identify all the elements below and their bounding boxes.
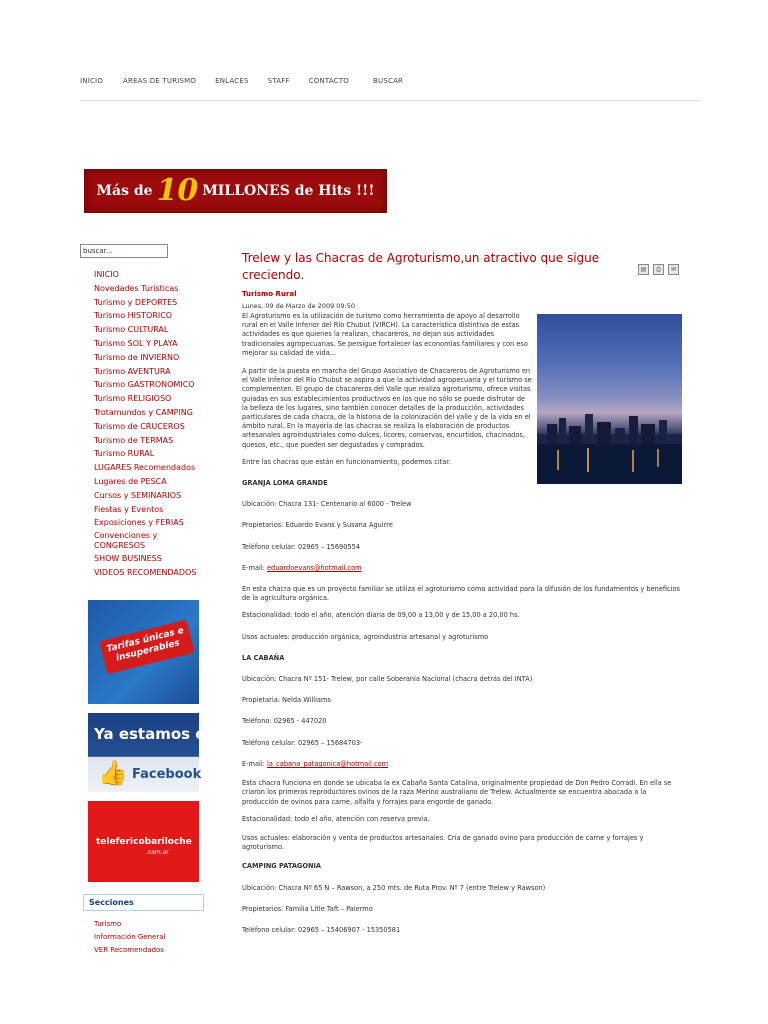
sidebar-item-show-business[interactable]: SHOW BUSINESS (94, 554, 162, 564)
granja-email-line (242, 564, 682, 573)
ad-facebook[interactable] (88, 713, 217, 792)
article-paragraph-intro: El Agroturismo es la utilización de turismo como herramienta de apoyo al desarrollo rural en el Valle Inferior del Río Chubut (VIRCH). La característica distintiva de estas actividades es que quienes la realizan, chacareros, no dejan sus actividades tradicionales agropecuarias. Se persigue fortalecer las economías familiares y con eso mejorar su calidad de vida... (242, 312, 528, 357)
cabana-telefono: Teléfono: 02965 - 447020 (242, 717, 327, 726)
camping-title: CAMPING PATAGONIA (242, 862, 322, 871)
top-navigation (80, 77, 403, 85)
sidebar-item-novedades[interactable]: Novedades Turísticas (94, 283, 179, 293)
banner-pre: Más de (96, 183, 153, 199)
sidebar-item-congresos[interactable]: Convenciones y CONGRESOS (94, 531, 158, 550)
camping-telefono: Teléfono celular: 02965 – 15406907 - 15350581 (242, 925, 401, 934)
banner-number: 10 (156, 173, 199, 208)
email-icon[interactable]: ✉ (668, 264, 679, 275)
search-input[interactable] (80, 244, 168, 258)
sidebar-menu (94, 268, 214, 580)
granja-propietarios: Propietarios: Eduardo Evans y Susana Aguirre (242, 521, 393, 530)
article-paragraph-grupo: A partir de la puesta en marcha del Grupo Asociativo de Chacareros de Agroturismo en el Valle Inferior del Río Chubut se aspira a que la actividad agropecuaria y el turismo se complementen. El grupo de chacareros del Valle que realiza agroturismo, ofrece visitas guiadas en sus establecimientos productivos en los que no sólo se puede disfrutar de la belleza de los lugares, sino también conocer detalles de la producción, actividades particulares de cada chacra, de la historia de la colonización del valle y de la vida en el ámbito rural. En la mayoría de las chacras se realiza la elaboración de productos artesanales agroindustriales como dulces, licores, conservas, encurtidos, chacinados, quesos, etc., que pueden ser degustados y comprados. (242, 367, 532, 449)
nav-staff[interactable]: STAFF (267, 77, 290, 85)
article-actions (638, 264, 679, 275)
cabana-usos: Usos actuales: elaboración y venta de productos artesanales. Cría de ganado ovino para producción de carne y forrajes y agroturismo. (242, 833, 644, 852)
sidebar-item-cruceros[interactable]: Turismo de CRUCEROS (94, 421, 185, 431)
article-title[interactable]: Trelew y las Chacras de Agroturismo,un atractivo que sigue creciendo. (242, 251, 600, 282)
seccion-turismo[interactable]: Turismo (94, 920, 122, 928)
sidebar-item-camping[interactable]: Trotamundos y CAMPING (94, 407, 193, 417)
cabana-ubicacion: Ubicación: Chacra Nº 151- Trelew, por calle Soberanía Nacional (chacra detrás del INTA) (242, 675, 533, 684)
sidebar-item-inicio[interactable]: INICIO (94, 270, 119, 279)
seccion-informacion-general[interactable]: Información General (94, 933, 166, 941)
nav-contacto[interactable]: CONTACTO (308, 77, 350, 85)
hits-banner[interactable] (84, 169, 387, 213)
sidebar-item-cursos[interactable]: Cursos y SEMINARIOS (94, 490, 182, 500)
ad-tarifas[interactable] (88, 600, 199, 704)
sidebar-item-sol-y-playa[interactable]: Turismo SOL Y PLAYA (94, 338, 178, 348)
cabana-estacionalidad: Estacionalidad: todo el año, atención con reserva previa. (242, 814, 430, 823)
banner-post: MILLONES de Hits !!! (202, 183, 375, 199)
sidebar-item-religioso[interactable]: Turismo RELIGIOSO (94, 394, 172, 404)
granja-estacionalidad: Estacionalidad: todo el año, atención diaria de 09,00 a 13,00 y de 15,00 a 20,00 hs. (242, 611, 520, 620)
granja-email-label: E-mail: (242, 563, 267, 572)
sidebar-item-videos[interactable]: VIDEOS RECOMENDADOS (94, 567, 197, 577)
sidebar-item-ferias[interactable]: Exposiciones y FERIAS (94, 518, 184, 528)
sidebar-item-lugares[interactable]: LUGARES Recomendados (94, 463, 196, 473)
pdf-icon[interactable]: ▤ (638, 264, 649, 275)
sidebar-item-rural[interactable]: Turismo RURAL (94, 449, 155, 459)
ad-teleferico[interactable] (88, 801, 199, 882)
granja-ubicacion: Ubicación: Chacra 131- Centenario al 6000 - Trelew (242, 500, 412, 509)
sidebar-item-aventura[interactable]: Turismo AVENTURA (94, 366, 171, 376)
ad-facebook-line1: Ya estamos en (94, 725, 217, 743)
sidebar-item-deportes[interactable]: Turismo y DEPORTES (94, 297, 178, 307)
cabana-title: LA CABAÑA (242, 653, 285, 662)
nav-enlaces[interactable]: ENLACES (215, 77, 249, 85)
granja-email-link[interactable]: eduardoevans@hotmail.com (267, 563, 362, 572)
cabana-celular: Teléfono celular: 02965 – 15684703- (242, 738, 363, 747)
secciones-header (83, 894, 204, 911)
nav-buscar[interactable]: BUSCAR (373, 77, 404, 85)
granja-title: GRANJA LOMA GRANDE (242, 479, 328, 488)
camping-ubicacion: Ubicación: Chacra Nº 65 N – Rawson, a 250 mts. de Ruta Prov. Nº 7 (entre Trelew y Rawson) (242, 883, 546, 892)
sidebar-item-cultural[interactable]: Turismo CULTURAL (94, 325, 169, 335)
secciones-title: Secciones (89, 898, 134, 907)
article-body (242, 312, 682, 943)
secciones-list (94, 918, 165, 957)
cabana-email-line (242, 760, 682, 769)
article-paragraph-citar: Entre las chacras que están en funcionamiento, podemos citar: (242, 457, 452, 466)
cabana-email-label: E-mail: (242, 759, 267, 768)
granja-telefono: Teléfono celular: 02965 – 15690554 (242, 542, 361, 551)
sidebar-item-gastronomico[interactable]: Turismo GASTRONOMICO (94, 380, 195, 390)
print-icon[interactable]: ⎙ (653, 264, 664, 275)
nav-divider (80, 100, 700, 101)
ad-teleferico-domain: .com.ar (146, 849, 169, 856)
ad-teleferico-name: telefericobariloche (96, 837, 192, 847)
sidebar-item-historico[interactable]: Turismo HISTORICO (94, 311, 173, 321)
thumbs-up-icon: 👍 (98, 759, 128, 787)
cabana-email-link[interactable]: la_cabana_patagonica@hotmail.com (267, 759, 389, 768)
nav-areas-de-turismo[interactable]: AREAS DE TURISMO (123, 77, 197, 85)
nav-inicio[interactable]: INICIO (80, 77, 104, 85)
granja-usos: Usos actuales: producción orgánica, agroindustria artesanal y agroturismo (242, 632, 489, 641)
seccion-ver-recomendados[interactable]: VER Recomendados (94, 946, 164, 954)
cabana-descripcion: Esta chacra funciona en donde se ubicaba la ex Cabaña Santa Catalina, originalmente propiedad de Don Pedro Corradi. En ella se criaron los primeros reproductores ovinos de la raza Merino australiano de Trelew. Actualmente se encuentra abocada a la producción de ovinos para carne, alfalfa y forrajes para engorde de ganado. (242, 779, 672, 806)
sidebar-item-termas[interactable]: Turismo de TERMAS (94, 435, 174, 445)
camping-propietarios: Propietarios: Familia Litle Taft – Palermo (242, 904, 373, 913)
sidebar-item-pesca[interactable]: Lugares de PESCA (94, 476, 167, 486)
cabana-propietaria: Propietaria: Nelda Williams (242, 696, 331, 705)
sidebar-item-fiestas[interactable]: Fiestas y Eventos (94, 504, 164, 514)
granja-descripcion: En esta chacra que es un proyecto familiar se utiliza el agroturismo como actividad para la difusión de los fundamentos y beneficios de la agricultura orgánica. (242, 585, 680, 603)
ad-tarifas-label: Tarifas únicas e insuperables (99, 620, 195, 675)
article-date: Lunes, 09 de Marzo de 2009 09:50 (242, 302, 356, 310)
sidebar-item-invierno[interactable]: Turismo de INVIERNO (94, 352, 180, 362)
ad-facebook-line2: Facebook (132, 767, 202, 782)
article-category[interactable]: Turismo Rural (242, 290, 297, 298)
